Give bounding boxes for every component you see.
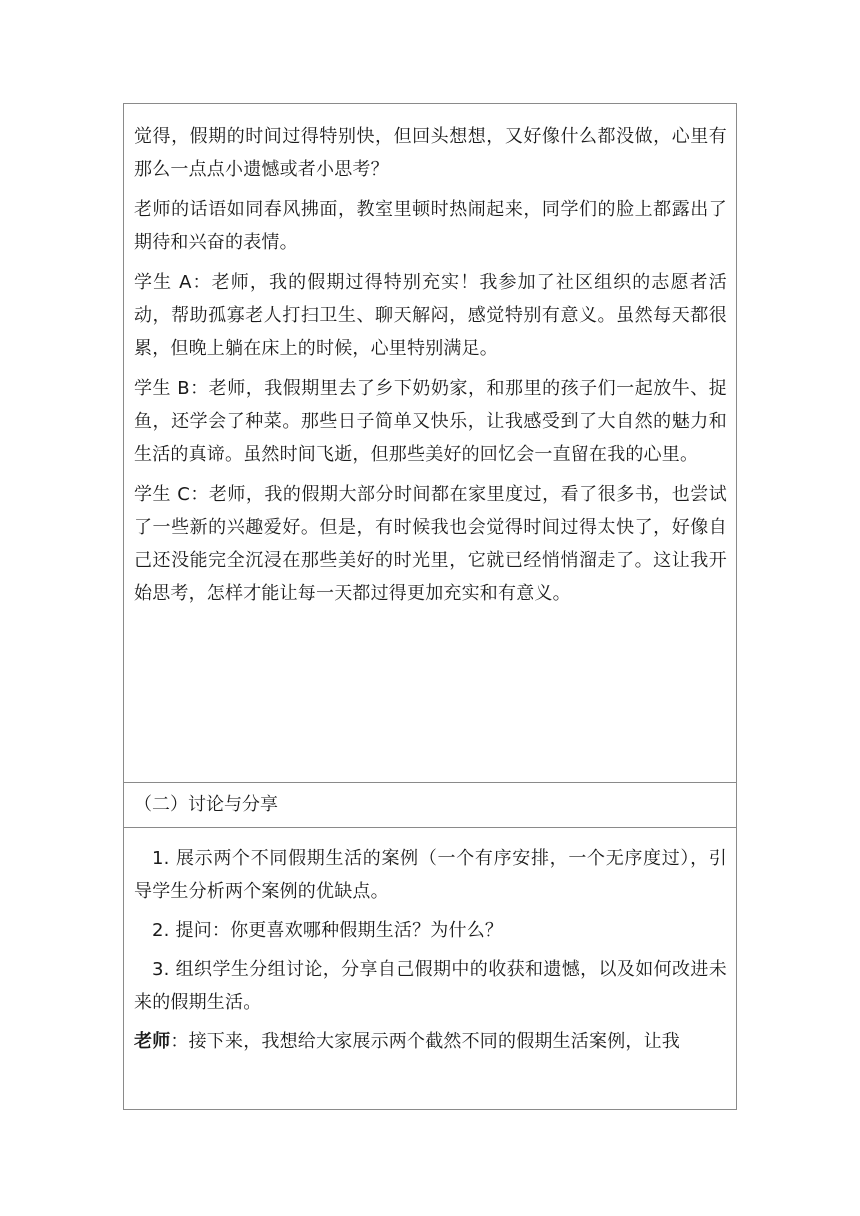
lesson-plan-table xyxy=(123,103,737,1110)
student-b-paragraph: 学生 B：老师，我假期里去了乡下奶奶家，和那里的孩子们一起放牛、捉鱼，还学会了种菜。那些日子简单又快乐，让我感受到了大自然的魅力和生活的真谛。虽然时间飞逝，但那些美好的回忆会一直留在我的心里。 xyxy=(134,378,727,465)
section-heading: （二）讨论与分享 xyxy=(134,794,278,815)
teacher-text: ：接下来，我想给大家展示两个截然不同的假期生活案例，让我 xyxy=(170,1031,681,1052)
classroom-reaction-paragraph: 老师的话语如同春风拂面，教室里顿时热闹起来，同学们的脸上都露出了期待和兴奋的表情。 xyxy=(134,199,727,253)
student-c-paragraph: 学生 C：老师，我的假期大部分时间都在家里度过，看了很多书，也尝试了一些新的兴趣爱好。但是，有时候我也会觉得时间过得太快了，好像自己还没能完全沉浸在那些美好的时光里，它就已经悄悄溜走了。这让我开始思考，怎样才能让每一天都过得更加充实和有意义。 xyxy=(134,484,727,604)
section-heading-cell xyxy=(124,782,736,827)
activity-item-1: 1. 展示两个不同假期生活的案例（一个有序安排，一个无序度过），引导学生分析两个案例的优缺点。 xyxy=(134,848,727,902)
classroom-dialogue-cell xyxy=(124,104,736,782)
activity-item-3: 3. 组织学生分组讨论，分享自己假期中的收获和遗憾，以及如何改进未来的假期生活。 xyxy=(134,959,727,1013)
teacher-label: 老师 xyxy=(134,1031,171,1052)
teacher-line xyxy=(134,1025,727,1058)
activity-item-2: 2. 提问：你更喜欢哪种假期生活？为什么？ xyxy=(152,920,504,941)
activities-cell xyxy=(124,827,736,1109)
student-a-paragraph: 学生 A：老师，我的假期过得特别充实！我参加了社区组织的志愿者活动，帮助孤寡老人打扫卫生、聊天解闷，感觉特别有意义。虽然每天都很累，但晚上躺在床上的时候，心里特别满足。 xyxy=(134,272,727,359)
teacher-question-paragraph: 觉得，假期的时间过得特别快，但回头想想，又好像什么都没做，心里有那么一点点小遗憾或者小思考？ xyxy=(134,126,727,180)
